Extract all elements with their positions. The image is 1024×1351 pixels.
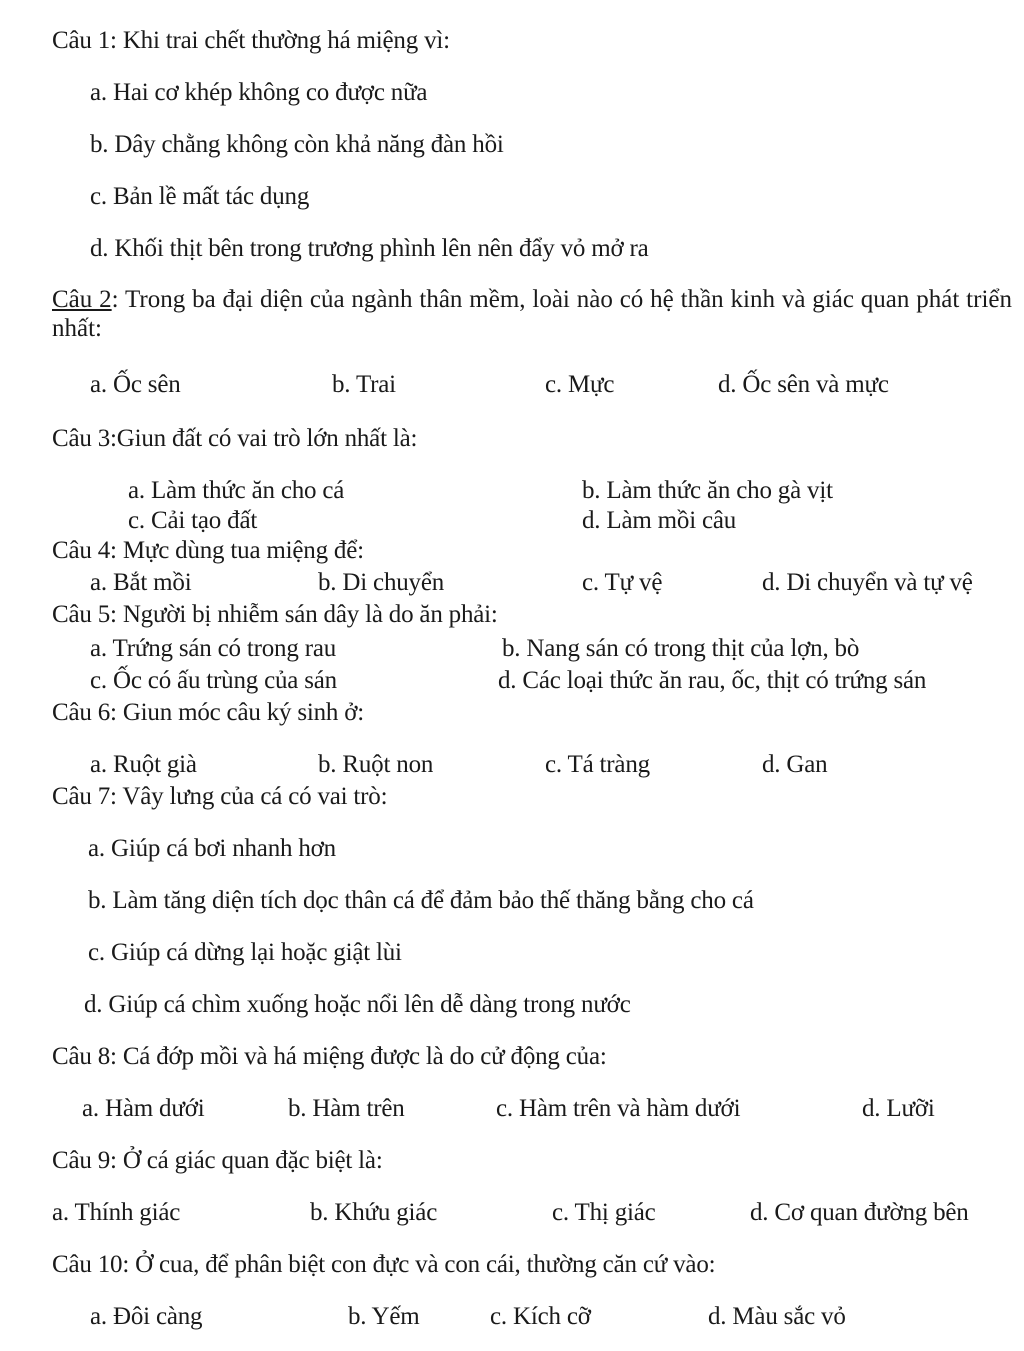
q2-option-b: b. Trai [332, 371, 396, 398]
q3-option-a: a. Làm thức ăn cho cá [128, 477, 345, 504]
q8-option-a: a. Hàm dưới [82, 1095, 205, 1122]
q4-option-d: d. Di chuyển và tự vệ [762, 569, 973, 596]
question-9: Câu 9: Ở cá giác quan đặc biệt là: [52, 1147, 383, 1174]
q10-option-d: d. Màu sắc vỏ [708, 1303, 846, 1330]
q7-option-d: d. Giúp cá chìm xuống hoặc nổi lên dễ dàng trong nước [84, 991, 631, 1018]
question-8: Câu 8: Cá đớp mồi và há miệng được là do cử động của: [52, 1043, 607, 1070]
question-10: Câu 10: Ở cua, để phân biệt con đực và con cái, thường căn cứ vào: [52, 1251, 716, 1278]
q10-option-a: a. Đôi càng [90, 1303, 203, 1330]
q3-option-c: c. Cải tạo đất [128, 507, 258, 534]
q10-option-c: c. Kích cỡ [490, 1303, 591, 1330]
q2-label: Câu 2 [52, 286, 112, 313]
q4-option-a: a. Bắt mồi [90, 569, 192, 596]
q2-option-d: d. Ốc sên và mực [718, 371, 889, 398]
q3-option-d: d. Làm mồi câu [582, 507, 737, 534]
q6-option-c: c. Tá tràng [545, 751, 650, 778]
question-1: Câu 1: Khi trai chết thường há miệng vì: [52, 27, 450, 54]
q2-text: : Trong ba đại diện của ngành thân mềm, loài nào có hệ thần kinh và giác quan phát triển nhất: [52, 286, 1012, 342]
q5-option-c: c. Ốc có ấu trùng của sán [90, 667, 337, 694]
q7-option-c: c. Giúp cá dừng lại hoặc giật lùi [88, 939, 402, 966]
q5-option-b: b. Nang sán có trong thịt của lợn, bò [502, 635, 860, 662]
q6-option-a: a. Ruột già [90, 751, 197, 778]
q7-option-b: b. Làm tăng diện tích dọc thân cá để đảm bảo thế thăng bằng cho cá [88, 887, 754, 914]
q2-option-a: a. Ốc sên [90, 371, 181, 398]
q1-option-c: c. Bản lề mất tác dụng [90, 183, 310, 210]
question-4: Câu 4: Mực dùng tua miệng để: [52, 537, 364, 564]
q5-option-d: d. Các loại thức ăn rau, ốc, thịt có trứng sán [498, 667, 927, 694]
q3-option-b: b. Làm thức ăn cho gà vịt [582, 477, 833, 504]
q6-option-d: d. Gan [762, 751, 828, 778]
question-6: Câu 6: Giun móc câu ký sinh ở: [52, 699, 365, 726]
q1-option-b: b. Dây chằng không còn khả năng đàn hồi [90, 131, 504, 158]
question-7: Câu 7: Vây lưng của cá có vai trò: [52, 783, 388, 810]
q9-option-a: a. Thính giác [52, 1199, 181, 1226]
q5-option-a: a. Trứng sán có trong rau [90, 635, 337, 662]
q1-option-a: a. Hai cơ khép không co được nữa [90, 79, 428, 106]
q6-option-b: b. Ruột non [318, 751, 434, 778]
q8-option-d: d. Lưỡi [862, 1095, 935, 1122]
question-5: Câu 5: Người bị nhiễm sán dây là do ăn phải: [52, 601, 498, 628]
q4-option-b: b. Di chuyển [318, 569, 445, 596]
q9-option-c: c. Thị giác [552, 1199, 656, 1226]
question-3: Câu 3:Giun đất có vai trò lớn nhất là: [52, 425, 418, 452]
q8-option-c: c. Hàm trên và hàm dưới [496, 1095, 741, 1122]
q7-option-a: a. Giúp cá bơi nhanh hơn [88, 835, 336, 862]
q8-option-b: b. Hàm trên [288, 1095, 405, 1122]
q1-option-d: d. Khối thịt bên trong trương phình lên nên đẩy vỏ mở ra [90, 235, 649, 262]
q10-option-b: b. Yếm [348, 1303, 420, 1330]
q4-option-c: c. Tự vệ [582, 569, 663, 596]
q9-option-b: b. Khứu giác [310, 1199, 438, 1226]
q9-option-d: d. Cơ quan đường bên [750, 1199, 969, 1226]
question-2 [52, 285, 1012, 343]
q2-option-c: c. Mực [545, 371, 615, 398]
